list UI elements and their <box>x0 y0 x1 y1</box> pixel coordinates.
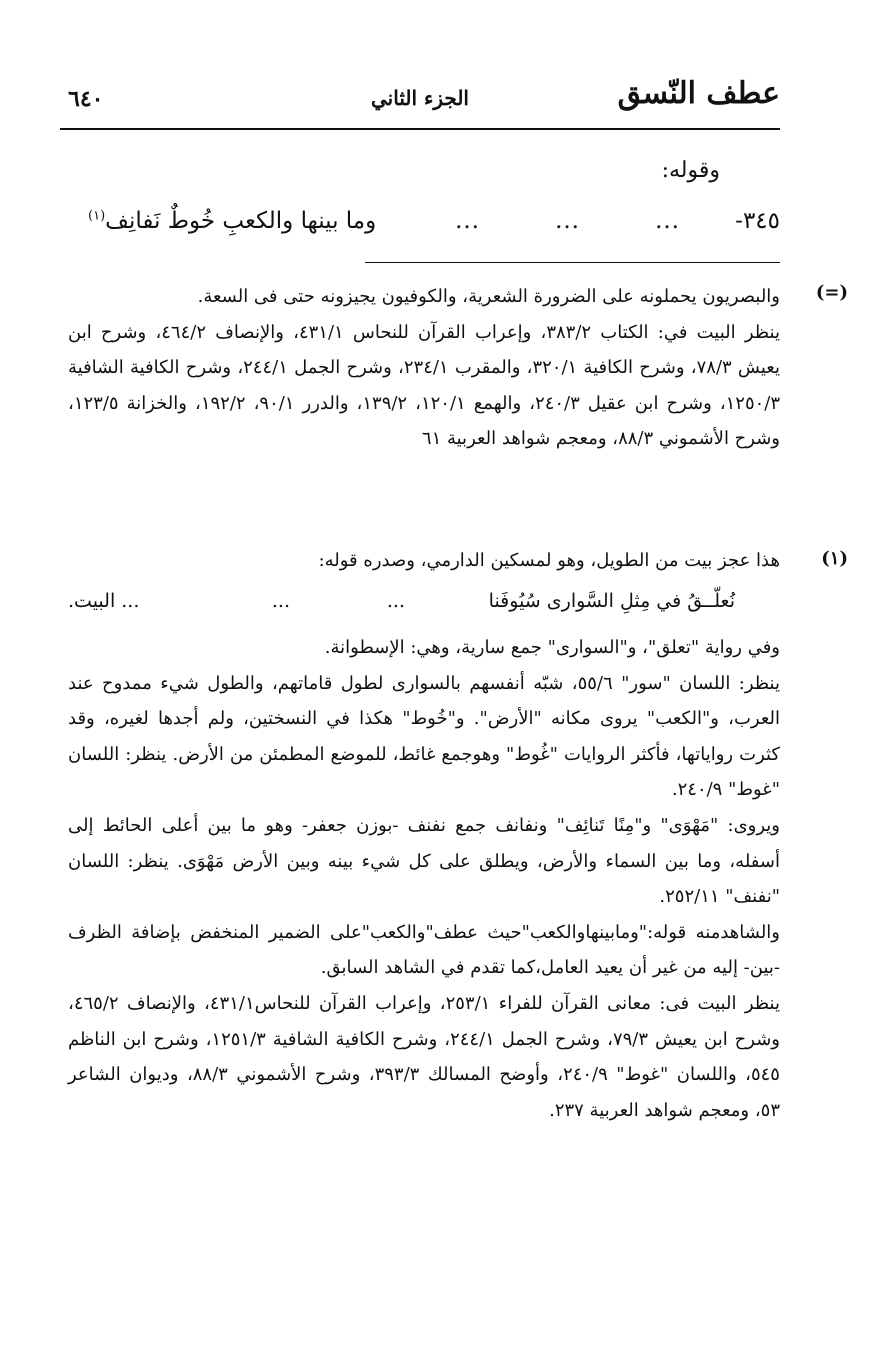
verse-ellipsis: ... <box>655 208 680 234</box>
footnote-ref: (١) <box>88 208 106 224</box>
verse-hemistich: وما بينها والكعبِ خُوطٌ نَفانِف <box>105 208 377 234</box>
verse-number: ٣٤٥- <box>735 208 780 234</box>
footnote-paragraph: وفي رواية "تعلق"، و"السوارى" جمع سارية، وهي: الإسطوانة. <box>324 637 780 658</box>
footnote-marker-cont: (=) <box>815 282 848 303</box>
footnote-continued <box>68 279 780 457</box>
quoted-hemistich <box>68 590 735 626</box>
book-title: عطف النّسق <box>617 76 780 111</box>
verse-intro: وقوله: <box>661 158 720 183</box>
volume-label: الجزء الثاني <box>371 86 469 110</box>
footnote-paragraph: ينظر البيت في: الكتاب ٣٨٣/٢، وإعراب القرآن للنحاس ٤٣١/١، والإنصاف ٤٦٤/٢، وشرح ابن يعيش ٧٨/٣، وشرح الكافية ٣٢٠/١، والمقرب ٢٣٤/١، وشرح الجمل ٢٤٤/١، وشرح الكافية الشافية ١٢٥٠/٣، وشرح ابن عقيل ٢٤٠/٣، والهمع ١٢٠/١، ١٣٩/٢، والدرر ٩٠/١، ١٩٢/٢، والخزانة ١٢٣/٥، وشرح الأشموني ٨٨/٣، ومعجم شواهد العربية ٦١ <box>68 321 781 450</box>
hemistich-end: ... البيت. <box>68 590 140 612</box>
page-number: ٦٤٠ <box>68 86 104 112</box>
footnote-marker-1: (١) <box>821 548 848 569</box>
footnote-1-intro <box>68 543 780 579</box>
footnote-paragraph: هذا عجز بيت من الطويل، وهو لمسكين الدارمي، وصدره قوله: <box>318 550 780 571</box>
footnote-paragraph: ويروى: "مَهْوَى" و"مِنًا تَنائِف" ونفانف جمع نفنف -بوزن جعفر- وهو ما بين أعلى الحائط إلى أسفله، وما بين السماء والأرض، ويطلق على كل شيء بينه وبين الأرض مَهْوَى. ينظر: اللسان "نفنف" ٢٥٢/١١. <box>68 814 780 908</box>
verse-ellipsis: ... <box>555 208 580 234</box>
footnote-paragraph: ينظر: اللسان "سور" ٥٥/٦، شبّه أنفسهم بالسوارى لطول قاماتهم، والطول شيء ممدوح عند العرب، و"الكعب" يروى مكانه "الأرض". و"خُوط" هكذا في النسختين، ولم أجدها لغيره، وقد كثرت رواياتها، فأكثر الروايات "غُوط" وهوجمع غائط، للموضع المطمئن من الأرض. ينظر: اللسان "غوط" ٢٤٠/٩. <box>68 672 780 801</box>
verse-line <box>88 208 780 248</box>
verse-ellipsis: ... <box>455 208 480 234</box>
hemistich-ellipsis: ... <box>271 590 290 612</box>
hemistich-text: نُعلّــقُ في مِثلِ السَّوارى سُيُوفَنا <box>488 590 735 612</box>
header-rule <box>60 128 780 130</box>
page-header <box>60 70 780 126</box>
verse-text <box>88 208 376 234</box>
hemistich-ellipsis: ... <box>386 590 405 612</box>
footnote-paragraph: والبصريون يحملونه على الضرورة الشعرية، والكوفيون يجيزونه حتى فى السعة. <box>197 286 780 307</box>
footnote-1-body <box>68 630 780 1128</box>
footnote-paragraph: ينظر البيت فى: معانى القرآن للفراء ٢٥٣/١، وإعراب القرآن للنحاس٤٣١/١، والإنصاف ٤٦٥/٢، وشرح ابن يعيش ٧٩/٣، وشرح الجمل ٢٤٤/١، وشرح الكافية الشافية ١٢٥١/٣، وشرح ابن الناظم ٥٤٥، واللسان "غوط" ٢٤٠/٩، وأوضح المسالك ٣٩٣/٣، وشرح الأشموني ٨٨/٣، وديوان الشاعر ٥٣، ومعجم شواهد العربية ٢٣٧. <box>68 992 780 1121</box>
footnote-paragraph: والشاهدمنه قوله:"ومابينهاوالكعب"حيث عطف"والكعب"على الضمير المنخفض بإضافة الظرف -بين- إليه من غير أن يعيد العامل،كما تقدم في الشاهد السابق. <box>68 921 780 979</box>
footnote-rule <box>365 262 780 263</box>
